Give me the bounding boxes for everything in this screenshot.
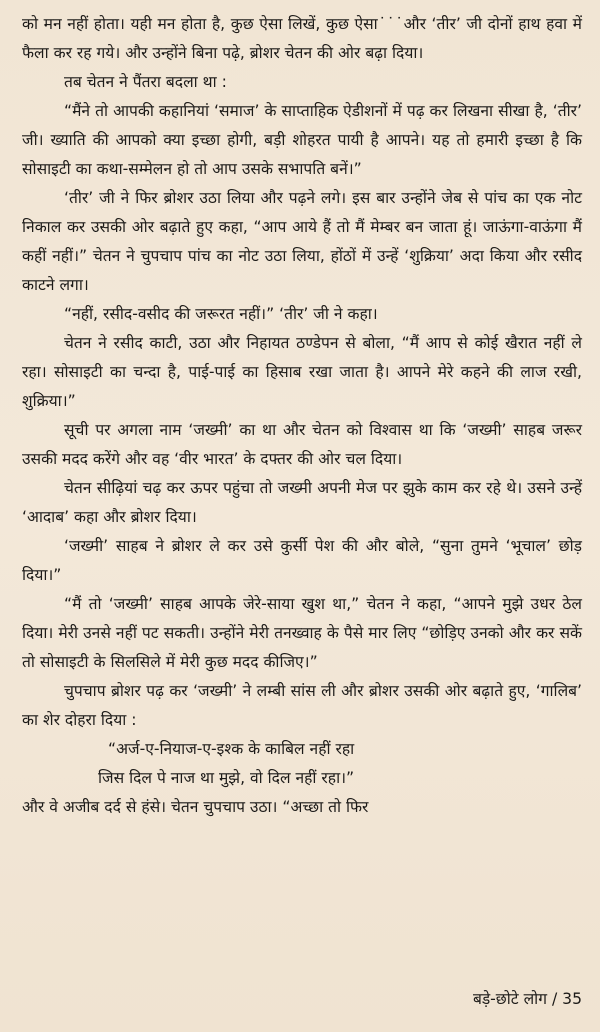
paragraph-4: ‘तीर’ जी ने फिर ब्रोशर उठा लिया और पढ़ने लगे। इस बार उन्होंने जेब से पांच का एक नोट निकाल कर उसकी ओर बढ़ाते हुए कहा, “आप आये हैं तो मैं मेम्बर बन जाता हूं। जाऊंगा-वाऊंगा मैं कहीं नहीं।” चेतन ने चुपचाप पांच का नोट उठा लिया, होंठों में उन्हें ‘शुक्रिया’ अदा किया और रसीद काटने लगा। <box>22 189 582 294</box>
verse-line-1: “अर्ज-ए-नियाज-ए-इश्क के काबिल नहीं रहा <box>108 740 355 758</box>
paragraph-3: “मैंने तो आपकी कहानियां ‘समाज’ के साप्ताहिक ऐडीशनों में पढ़ कर लिखना सीखा है, ‘तीर’ जी। ख्याति की आपको क्या इच्छा होगी, बड़ी शोहरत पायी है आपने। यह तो हमारी इच्छा है कि सोसाइटी का कथा-सम्मेलन हो तो आप उसके सभापति बनें।” <box>22 102 582 178</box>
paragraph-6: चेतन ने रसीद काटी, उठा और निहायत ठण्डेपन से बोला, “मैं आप से कोई खैरात नहीं ले रहा। सोसाइटी का चन्दा है, पाई-पाई का हिसाब रखा जाता है। आपने मेरे कहने की लाज रखी, शुक्रिया।” <box>22 334 582 410</box>
paragraph-5: “नहीं, रसीद-वसीद की जरूरत नहीं।” ‘तीर’ जी ने कहा। <box>64 305 378 323</box>
paragraph-7: सूची पर अगला नाम ‘जख्मी’ का था और चेतन को विश्वास था कि ‘जख्मी’ साहब जरूर उसकी मदद करेंगे और वह ‘वीर भारत’ के दफ्तर की ओर चल दिया। <box>22 421 582 468</box>
paragraph-11: चुपचाप ब्रोशर पढ़ कर ‘जख्मी’ ने लम्बी सांस ली और ब्रोशर उसकी ओर बढ़ाते हुए, ‘गालिब’ का शेर दोहरा दिया : <box>22 682 582 729</box>
paragraph-10: “मैं तो ‘जख्मी’ साहब आपके जेरे-साया खुश था,” चेतन ने कहा, “आपने मुझे उधर ठेल दिया। मेरी उनसे नहीं पट सकती। उन्होंने मेरी तनख्वाह के पैसे मार लिए “छोड़िए उनको और कर सकें तो सोसाइटी के सिलसिले में मेरी कुछ मदद कीजिए।” <box>22 595 582 671</box>
paragraph-9: ‘जख्मी’ साहब ने ब्रोशर ले कर उसे कुर्सी पेश की और बोले, “सुना तुमने ‘भूचाल’ छोड़ दिया।” <box>22 537 582 584</box>
verse-line-2: जिस दिल पे नाज था मुझे, वो दिल नहीं रहा।” <box>98 769 355 787</box>
paragraph-1: को मन नहीं होता। यही मन होता है, कुछ ऐसा लिखें, कुछ ऐसा˙˙˙और ‘तीर’ जी दोनों हाथ हवा में फैला कर रह गये। और उन्होंने बिना पढ़े, ब्रोशर चेतन की ओर बढ़ा दिया। <box>22 15 582 62</box>
closing-line: और वे अजीब दर्द से हंसे। चेतन चुपचाप उठा। “अच्छा तो फिर <box>22 798 369 816</box>
paragraph-8: चेतन सीढ़ियां चढ़ कर ऊपर पहुंचा तो जख्मी अपनी मेज पर झुके काम कर रहे थे। उसने उन्हें ‘आदाब’ कहा और ब्रोशर दिया। <box>22 479 582 526</box>
paragraph-2: तब चेतन ने पैंतरा बदला था : <box>64 73 227 91</box>
verse-couplet <box>22 735 582 793</box>
page-footer: बड़े-छोटे लोग / 35 <box>472 990 582 1008</box>
